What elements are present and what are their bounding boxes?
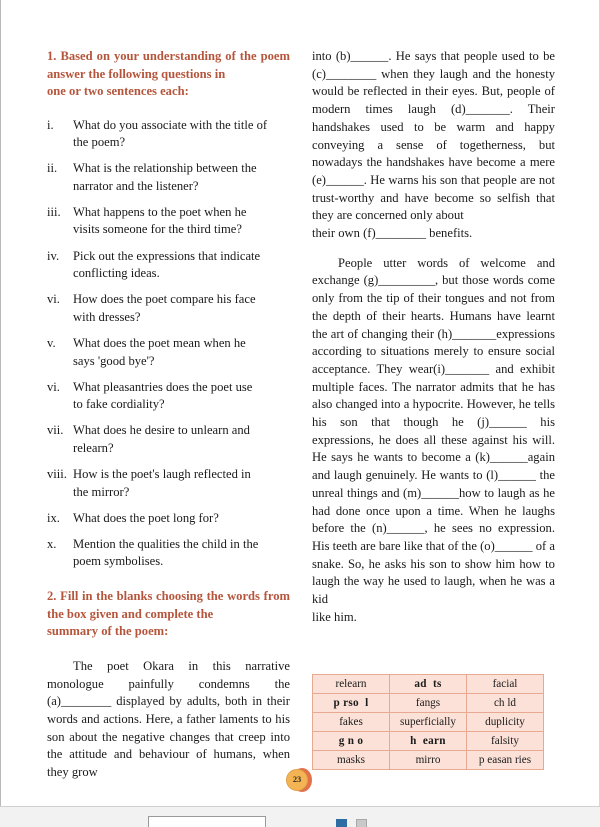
question-list bbox=[47, 117, 290, 571]
summary3-line21: asks his son to show him how to laugh the bbox=[312, 556, 555, 589]
word-cell: facial bbox=[467, 675, 544, 694]
word-cell: fangs bbox=[390, 694, 467, 713]
summary2-line8: the handshakes have become a mere bbox=[366, 155, 555, 170]
question-text bbox=[73, 422, 290, 457]
summary1-line7: behaviour of humans, when they grow bbox=[47, 747, 290, 780]
question-line1: What does the poet mean when he bbox=[73, 335, 246, 350]
word-cell: ch ld bbox=[467, 694, 544, 713]
summary2-line1: into (b)______. He says that people bbox=[312, 49, 498, 63]
left-column bbox=[47, 48, 290, 782]
question-line2: relearn? bbox=[73, 440, 114, 455]
page-number-badge bbox=[286, 768, 312, 794]
summary3-line4: tongues and not from the depth of their bbox=[312, 291, 555, 323]
summary3-line23: like him. bbox=[312, 609, 357, 624]
question-text bbox=[73, 117, 290, 152]
summary2-line9: (e)______. He warns his son that people bbox=[312, 172, 517, 187]
question-number: ix. bbox=[47, 510, 60, 525]
summary3-line6: changing their (h)_______expressions bbox=[361, 326, 555, 341]
question-number: v. bbox=[47, 335, 56, 350]
question-section-heading bbox=[47, 48, 290, 101]
word-cell: falsity bbox=[467, 732, 544, 751]
summary-paragraph-part3 bbox=[312, 255, 555, 627]
word-cell: fakes bbox=[313, 713, 390, 732]
summary1-line6: changes that creep into the attitude and bbox=[47, 729, 290, 762]
summary1-line5: laments to his son about the negative bbox=[47, 712, 290, 744]
summary2-line12: their own (f)________ benefits. bbox=[312, 226, 473, 241]
summary2-line5: laugh (d)_______. Their handshakes bbox=[312, 102, 556, 134]
word-cell: ad ts bbox=[390, 675, 467, 694]
summary3-line2: and exchange (g)_________, but those bbox=[312, 255, 555, 288]
question-line1: What does the poet long for? bbox=[73, 510, 219, 525]
question-number: x. bbox=[47, 536, 57, 551]
summary3-line15: laugh genuinely. He wants to (l)______ bbox=[333, 468, 536, 483]
summary3-line3: words come only from the tip of their bbox=[312, 273, 555, 306]
list-item bbox=[47, 335, 290, 370]
summary2-line11: selfish that they are concerned only about bbox=[312, 190, 555, 223]
summary3-line13: does all these against his will. He says he bbox=[312, 432, 555, 465]
summary3-line14: wants to become a (k)______again and bbox=[312, 450, 555, 483]
question-text bbox=[73, 291, 290, 326]
heading1-line1: 1. Based on your understanding of the bbox=[47, 49, 257, 63]
question-line2: says 'good bye'? bbox=[73, 353, 155, 368]
question-number: ii. bbox=[47, 161, 58, 176]
question-number: vii. bbox=[47, 423, 64, 438]
toolbar-search-input[interactable] bbox=[148, 816, 266, 827]
question-text bbox=[73, 204, 290, 239]
heading2-line1: 2. Fill in the blanks choosing the words bbox=[47, 589, 260, 604]
word-box-table bbox=[312, 674, 544, 770]
question-line2: narrator and the listener? bbox=[73, 178, 199, 193]
summary3-line19: sees no expression. His teeth are bare like bbox=[312, 521, 556, 553]
question-number: vi. bbox=[47, 292, 60, 307]
summary3-line8: social acceptance. They wear(i)_______ bbox=[312, 344, 555, 376]
question-line1: What do you associate with the title of bbox=[73, 117, 268, 132]
question-line2: conflicting ideas. bbox=[73, 266, 160, 281]
table-row bbox=[313, 675, 544, 694]
question-text bbox=[73, 379, 290, 414]
question-line2: with dresses? bbox=[73, 309, 141, 324]
app-toolbar bbox=[0, 806, 600, 827]
word-cell: relearn bbox=[313, 675, 390, 694]
question-line1: What does he desire to unlearn and bbox=[73, 423, 250, 438]
summary3-line16: the unreal things and (m)______how to bbox=[312, 468, 555, 500]
summary3-line20: that of the (o)______ of a snake. So, he bbox=[312, 538, 555, 571]
summary3-line12: though he (j)______ his expressions, he bbox=[312, 415, 555, 447]
heading1-line2: poem answer the following questions in bbox=[47, 49, 290, 81]
list-item bbox=[47, 248, 290, 283]
list-item bbox=[47, 422, 290, 457]
word-cell: masks bbox=[313, 751, 390, 770]
summary3-line18: When he laughs before the (n)______, he bbox=[312, 503, 555, 536]
heading1-line3: one or two sentences each: bbox=[47, 84, 189, 98]
table-row bbox=[313, 732, 544, 751]
summary-paragraph-part1 bbox=[47, 658, 290, 782]
summary1-line1: The poet Okara in this narrative bbox=[73, 658, 290, 673]
question-line1: How is the poet's laugh reflected in bbox=[73, 467, 251, 481]
question-text bbox=[73, 536, 290, 571]
summary3-line11: hypocrite. However, he tells his son that bbox=[312, 397, 555, 430]
summary1-line3: (a)________ displayed by adults, both in bbox=[47, 694, 263, 709]
question-number: iv. bbox=[47, 248, 60, 263]
question-line2: the mirror? bbox=[73, 484, 130, 499]
word-cell: h earn bbox=[390, 732, 467, 751]
question-line2: the poem? bbox=[73, 135, 126, 150]
summary2-line2: used to be (c)________ when they laugh bbox=[312, 49, 555, 81]
two-column-body bbox=[1, 0, 600, 780]
question-line2: visits someone for the third time? bbox=[73, 222, 242, 237]
summary3-line5: hearts. Humans have learnt the art of bbox=[312, 308, 555, 341]
list-item bbox=[47, 536, 290, 571]
list-item bbox=[47, 466, 290, 501]
summary3-line9: and exhibit multiple faces. The narrator bbox=[312, 361, 555, 394]
question-line1: Pick out the expressions that indicate bbox=[73, 248, 261, 263]
summary3-line7: according to situations merely to ensure bbox=[312, 344, 521, 359]
summary2-line10: are not trust-worthy and have become so bbox=[312, 172, 555, 205]
word-cell: p rso l bbox=[313, 694, 390, 713]
question-text bbox=[73, 466, 290, 501]
list-item bbox=[47, 117, 290, 152]
question-line2: to fake cordiality? bbox=[73, 397, 165, 412]
list-item bbox=[47, 379, 290, 414]
question-text bbox=[73, 160, 290, 195]
summary2-line6: used to be warm and happy conveying bbox=[312, 119, 555, 152]
summary2-line7: a sense of togetherness, but nowadays bbox=[312, 137, 555, 170]
summary3-line10: admits that he has also changed into a bbox=[312, 379, 556, 412]
word-cell: duplicity bbox=[467, 713, 544, 732]
question-line1: What happens to the poet when he bbox=[73, 204, 247, 219]
page-number-label: 23 bbox=[292, 774, 302, 784]
question-number: iii. bbox=[47, 204, 61, 219]
summary3-line17: laugh as he had done once upon a time. bbox=[312, 485, 556, 518]
summary2-line4: their eyes. But, people of modern times bbox=[312, 84, 556, 117]
list-item bbox=[47, 204, 290, 239]
page-number-disc bbox=[286, 769, 308, 791]
list-item bbox=[47, 160, 290, 195]
table-row bbox=[313, 713, 544, 732]
fill-blanks-section-heading bbox=[47, 588, 290, 641]
question-number: i. bbox=[47, 117, 54, 132]
word-cell: mirro bbox=[390, 751, 467, 770]
table-row bbox=[313, 751, 544, 770]
word-cell: superficially bbox=[390, 713, 467, 732]
right-column bbox=[312, 48, 555, 627]
list-item bbox=[47, 510, 290, 528]
question-line1: What pleasantries does the poet use bbox=[73, 379, 253, 394]
summary1-line2: monologue painfully condemns the bbox=[47, 676, 290, 691]
question-number: viii. bbox=[47, 467, 67, 481]
summary2-line3: and the honesty would be reflected in bbox=[312, 66, 555, 99]
question-line1: How does the poet compare his face bbox=[73, 292, 256, 307]
heading2-line2: from the box given and complete the bbox=[47, 589, 290, 621]
question-line1: What is the relationship between the bbox=[73, 161, 257, 176]
question-text bbox=[73, 510, 290, 528]
word-cell: p easan ries bbox=[467, 751, 544, 770]
summary1-line4: their words and actions. Here, a father bbox=[47, 694, 291, 727]
heading2-line3: summary of the poem: bbox=[47, 624, 169, 639]
question-line1: Mention the qualities the child in the bbox=[73, 536, 259, 551]
word-cell: g n o bbox=[313, 732, 390, 751]
list-item bbox=[47, 291, 290, 326]
question-line2: poem symbolises. bbox=[73, 554, 164, 569]
summary3-line1: People utter words of welcome bbox=[338, 255, 526, 270]
summary-paragraph-part2 bbox=[312, 48, 555, 243]
question-text bbox=[73, 248, 290, 283]
table-row bbox=[313, 694, 544, 713]
question-number: vi. bbox=[47, 379, 60, 394]
question-text bbox=[73, 335, 290, 370]
summary3-line22: way he used to laugh, when he was a kid bbox=[312, 574, 556, 607]
